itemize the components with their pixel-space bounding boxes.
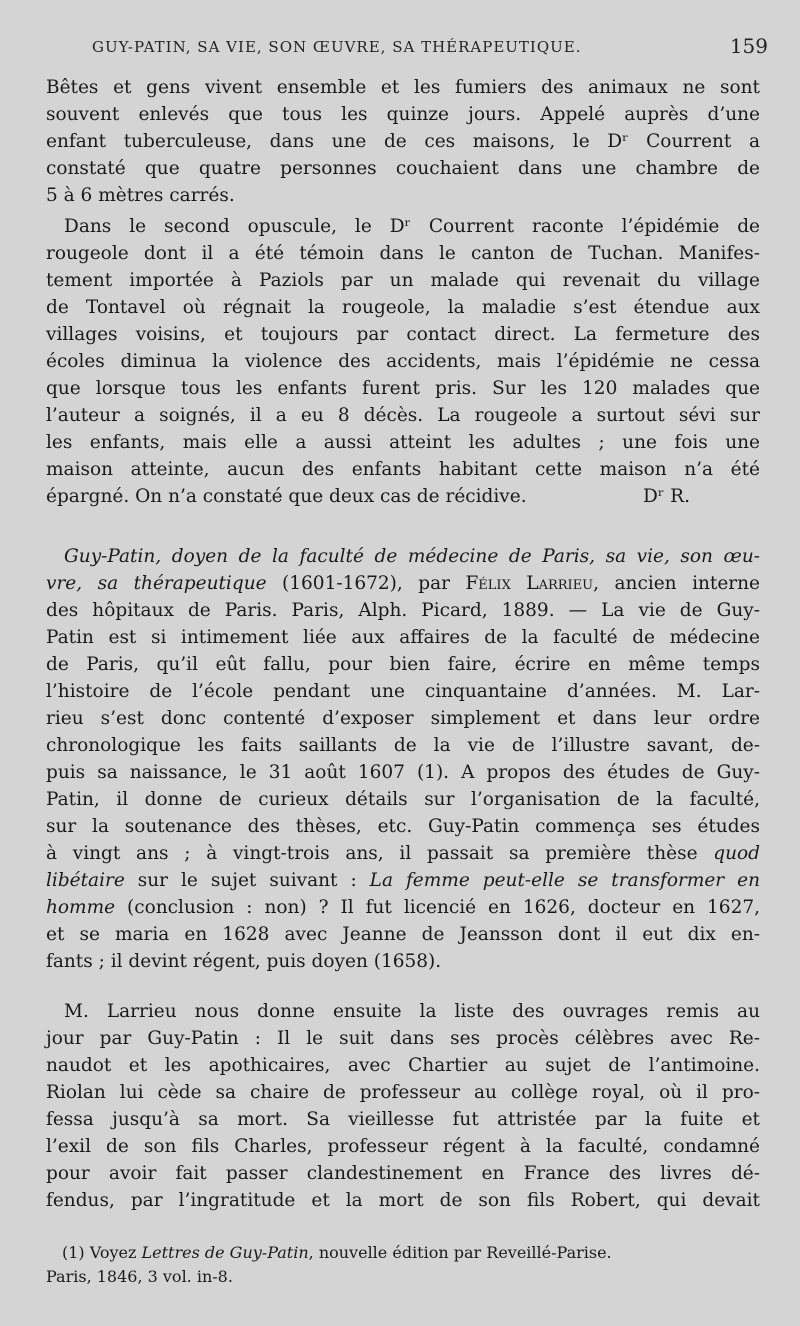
text-line: enfant tuberculeuse, dans une de ces maisons, le Dʳ Courrent a xyxy=(46,131,760,152)
review-line: à vingt ans ; à vingt-trois ans, il passait sa première thèse quod xyxy=(46,843,760,864)
book-title: Guy-Patin, doyen de la faculté de médecine de Paris, sa vie, son œu- xyxy=(64,546,760,567)
running-title: GUY-PATIN, SA VIE, SON ŒUVRE, SA THÉRAPEUTIQUE. xyxy=(92,38,582,56)
text-line: Bêtes et gens vivent ensemble et les fumiers des animaux ne sont xyxy=(46,77,760,98)
text-line: rougeole dont il a été témoin dans le canton de Tuchan. Manifes- xyxy=(46,243,760,264)
review-line: des hôpitaux de Paris. Paris, Alph. Picard, 1889. — La vie de Guy- xyxy=(46,600,760,621)
text-line: de Tontavel où régnait la rougeole, la maladie s’est étendue aux xyxy=(46,297,760,318)
text-line: Riolan lui cède sa chaire de professeur au collège royal, où il pro- xyxy=(46,1082,760,1103)
running-header xyxy=(92,34,768,60)
author-name: Félix Larrieu xyxy=(465,573,594,594)
text-line: 5 à 6 mètres carrés. xyxy=(46,185,235,206)
text-line: que lorsque tous les enfants furent pris. Sur les 120 malades que xyxy=(46,378,760,399)
book-title-cont: vre, sa thérapeutique xyxy=(46,573,267,594)
text-line: écoles diminua la violence des accidents, mais l’épidémie ne cessa xyxy=(46,351,760,372)
review-line: sur la soutenance des thèses, etc. Guy-Patin commença ses études xyxy=(46,816,760,837)
review-line: libétaire sur le sujet suivant : La femme peut-elle se transformer en xyxy=(46,870,760,891)
review-line: vre, sa thérapeutique (1601-1672), par Félix Larrieu, ancien interne xyxy=(46,573,760,594)
text-line: constaté que quatre personnes couchaient dans une chambre de xyxy=(46,158,760,179)
page-number: 159 xyxy=(729,34,768,58)
review-line: l’histoire de l’école pendant une cinquantaine d’années. M. Lar- xyxy=(46,681,760,702)
review-line: chronologique les faits saillants de la vie de l’illustre savant, de- xyxy=(46,735,760,756)
text-line-with-signature xyxy=(46,483,760,510)
text-line: l’auteur a soignés, il a eu 8 décès. La rougeole a surtout sévi sur xyxy=(46,405,760,426)
review-line: puis sa naissance, le 31 août 1607 (1). A propos des études de Guy- xyxy=(46,762,760,783)
text-line: villages voisins, et toujours par contact direct. La fermeture des xyxy=(46,324,760,345)
review-line: de Paris, qu’il eût fallu, pour bien faire, écrire en même temps xyxy=(46,654,760,675)
signature: Dʳ R. xyxy=(643,486,690,507)
text-line: fendus, par l’ingratitude et la mort de son fils Robert, qui devait xyxy=(46,1190,760,1211)
text-line: l’exil de son fils Charles, professeur régent à la faculté, condamné xyxy=(46,1136,760,1157)
text-line: jour par Guy-Patin : Il le suit dans ses procès célèbres avec Re- xyxy=(46,1028,760,1049)
review-line: fants ; il devint régent, puis doyen (1658). xyxy=(46,951,442,972)
footnote-line: Paris, 1846, 3 vol. in-8. xyxy=(46,1267,233,1286)
footnote: (1) Voyez Lettres de Guy-Patin, nouvelle édition par Reveillé-Parise. xyxy=(62,1243,612,1262)
text-line: pour avoir fait passer clandestinement en France des livres dé- xyxy=(46,1163,760,1184)
review-line: Patin, il donne de curieux détails sur l’organisation de la faculté, xyxy=(46,789,760,810)
review-line: Patin est si intimement liée aux affaires de la faculté de médecine xyxy=(46,627,760,648)
text-line: les enfants, mais elle a aussi atteint les adultes ; une fois une xyxy=(46,432,760,453)
footnote-title: Lettres de Guy-Patin xyxy=(141,1243,309,1262)
review-title-line xyxy=(46,543,760,570)
text-line: tement importée à Paziols par un malade qui revenait du village xyxy=(46,270,760,291)
text-line: épargné. On n’a constaté que deux cas de récidive. xyxy=(46,486,527,507)
review-line: homme (conclusion : non) ? Il fut licencié en 1626, docteur en 1627, xyxy=(46,897,760,918)
paragraph-start: Dans le second opuscule, le Dʳ Courrent raconte l’épidémie de xyxy=(64,216,760,237)
text-line: maison atteinte, aucun des enfants habitant cette maison n’a été xyxy=(46,459,760,480)
text-line: fessa jusqu’à sa mort. Sa vieillesse fut attristée par la fuite et xyxy=(46,1109,760,1130)
paragraph-start: M. Larrieu nous donne ensuite la liste des ouvrages remis au xyxy=(64,1001,760,1022)
text-line: naudot et les apothicaires, avec Chartier au sujet de l’antimoine. xyxy=(46,1055,760,1076)
review-line: et se maria en 1628 avec Jeanne de Jeansson dont il eut dix en- xyxy=(46,924,760,945)
review-line: rieu s’est donc contenté d’exposer simplement et dans leur ordre xyxy=(46,708,760,729)
text-line: souvent enlevés que tous les quinze jours. Appelé auprès d’une xyxy=(46,104,760,125)
